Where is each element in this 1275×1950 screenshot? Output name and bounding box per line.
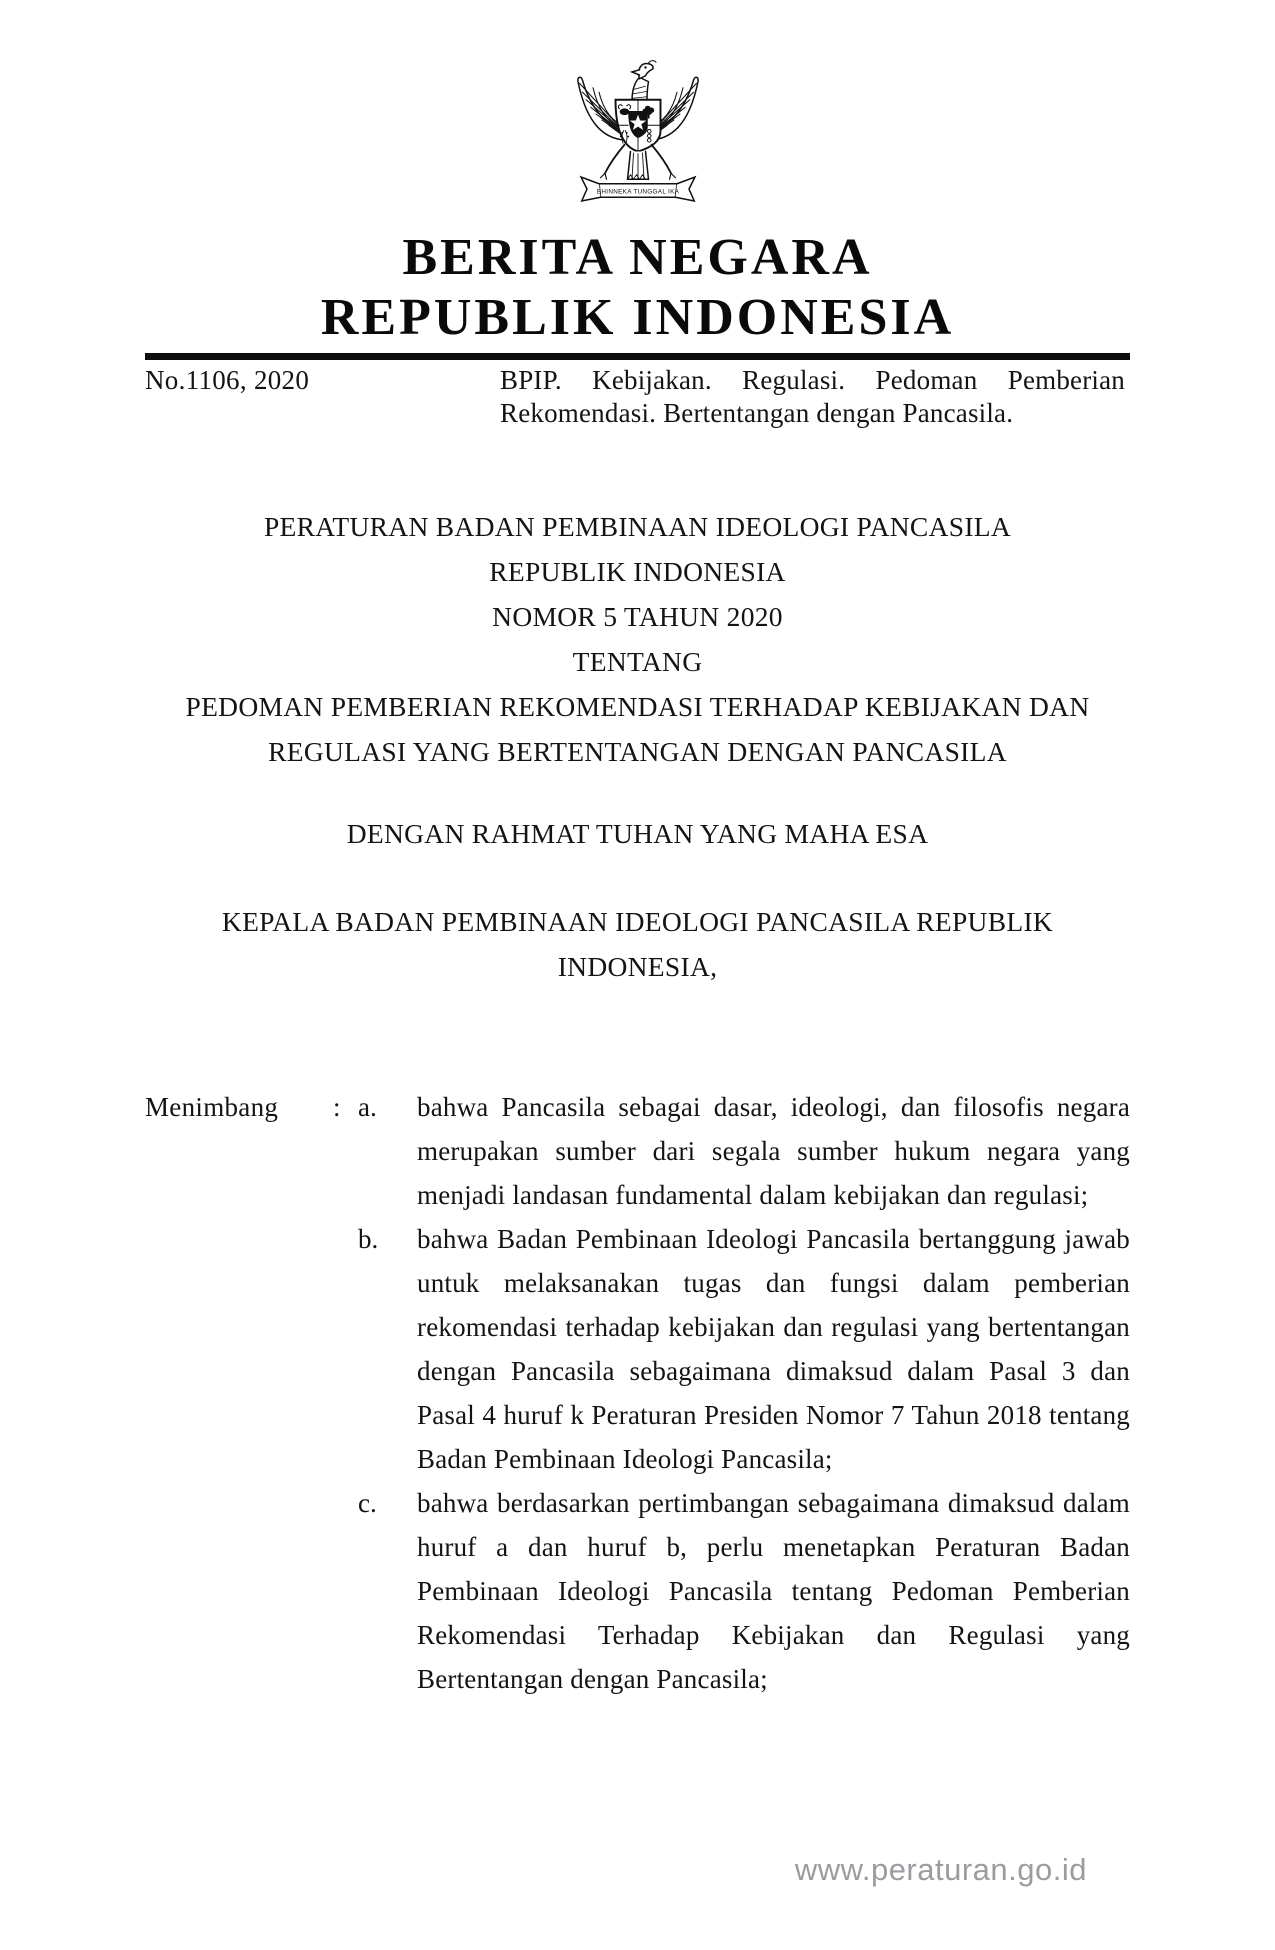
regulation-title (145, 504, 1130, 774)
gazette-subject: BPIP. Kebijakan. Regulasi. Pedoman Pemberian Rekomendasi. Bertentangan dengan Pancasila. (500, 365, 1125, 428)
item-text: bahwa Pancasila sebagai dasar, ideologi, dan filosofis negara merupakan sumber dari segala sumber hukum negara yang menjadi landasan fundamental dalam kebijakan dan regulasi; (417, 1092, 1130, 1210)
title-line-3: NOMOR 5 TAHUN 2020 (492, 601, 783, 632)
title-line-1: PERATURAN BADAN PEMBINAAN IDEOLOGI PANCASILA (263, 511, 1012, 542)
considerations-colon: : (333, 1092, 341, 1122)
considerations-label: Menimbang (145, 1092, 279, 1122)
title-line-2: REPUBLIK INDONESIA (489, 556, 786, 587)
masthead (145, 228, 1130, 348)
item-marker: a. (358, 1092, 377, 1122)
item-text: bahwa Badan Pembinaan Ideologi Pancasila bertanggung jawab untuk melaksanakan tugas dan fungsi dalam pemberian rekomendasi terhadap kebijakan dan regulasi yang bertentangan dengan Pancasila sebagaimana dimaksud dalam Pasal 3 dan Pasal 4 huruf k Peraturan Presiden Nomor 7 Tahun 2018 tentang Badan Pembinaan Ideologi Pancasila; (417, 1224, 1130, 1474)
garuda-emblem-icon (563, 56, 713, 214)
considerations-section (145, 1085, 1130, 1701)
considerations-list (358, 1085, 1130, 1701)
consideration-item-a (358, 1085, 1130, 1217)
item-marker: c. (358, 1488, 377, 1518)
issuing-official-line: KEPALA BADAN PEMBINAAN IDEOLOGI PANCASILA REPUBLIK INDONESIA, (221, 906, 1054, 982)
gazette-number: No.1106, 2020 (145, 365, 310, 395)
consideration-item-c (358, 1481, 1130, 1701)
item-marker: b. (358, 1224, 379, 1254)
item-text: bahwa berdasarkan pertimbangan sebagaimana dimaksud dalam huruf a dan huruf b, perlu menetapkan Peraturan Badan Pembinaan Ideologi Pancasila tentang Pedoman Pemberian Rekomendasi Terhadap Kebijakan dan Regulasi yang Bertentangan dengan Pancasila; (417, 1488, 1130, 1694)
garuda-pancasila-emblem (563, 56, 713, 214)
masthead-line1: BERITA NEGARA (402, 229, 873, 286)
masthead-line2: REPUBLIK INDONESIA (320, 289, 955, 346)
title-line-4: TENTANG (572, 646, 703, 677)
invocation-line: DENGAN RAHMAT TUHAN YANG MAHA ESA (346, 818, 929, 849)
masthead-divider (145, 353, 1130, 360)
consideration-item-b (358, 1217, 1130, 1481)
source-watermark: www.peraturan.go.id (794, 1852, 1087, 1887)
gazette-meta (145, 364, 1130, 430)
title-line-5: PEDOMAN PEMBERIAN REKOMENDASI TERHADAP KEBIJAKAN DAN (185, 691, 1090, 722)
title-line-6: REGULASI YANG BERTENTANGAN DENGAN PANCASILA (268, 736, 1007, 767)
emblem-motto: BHINNEKA TUNGGAL IKA (596, 188, 679, 196)
